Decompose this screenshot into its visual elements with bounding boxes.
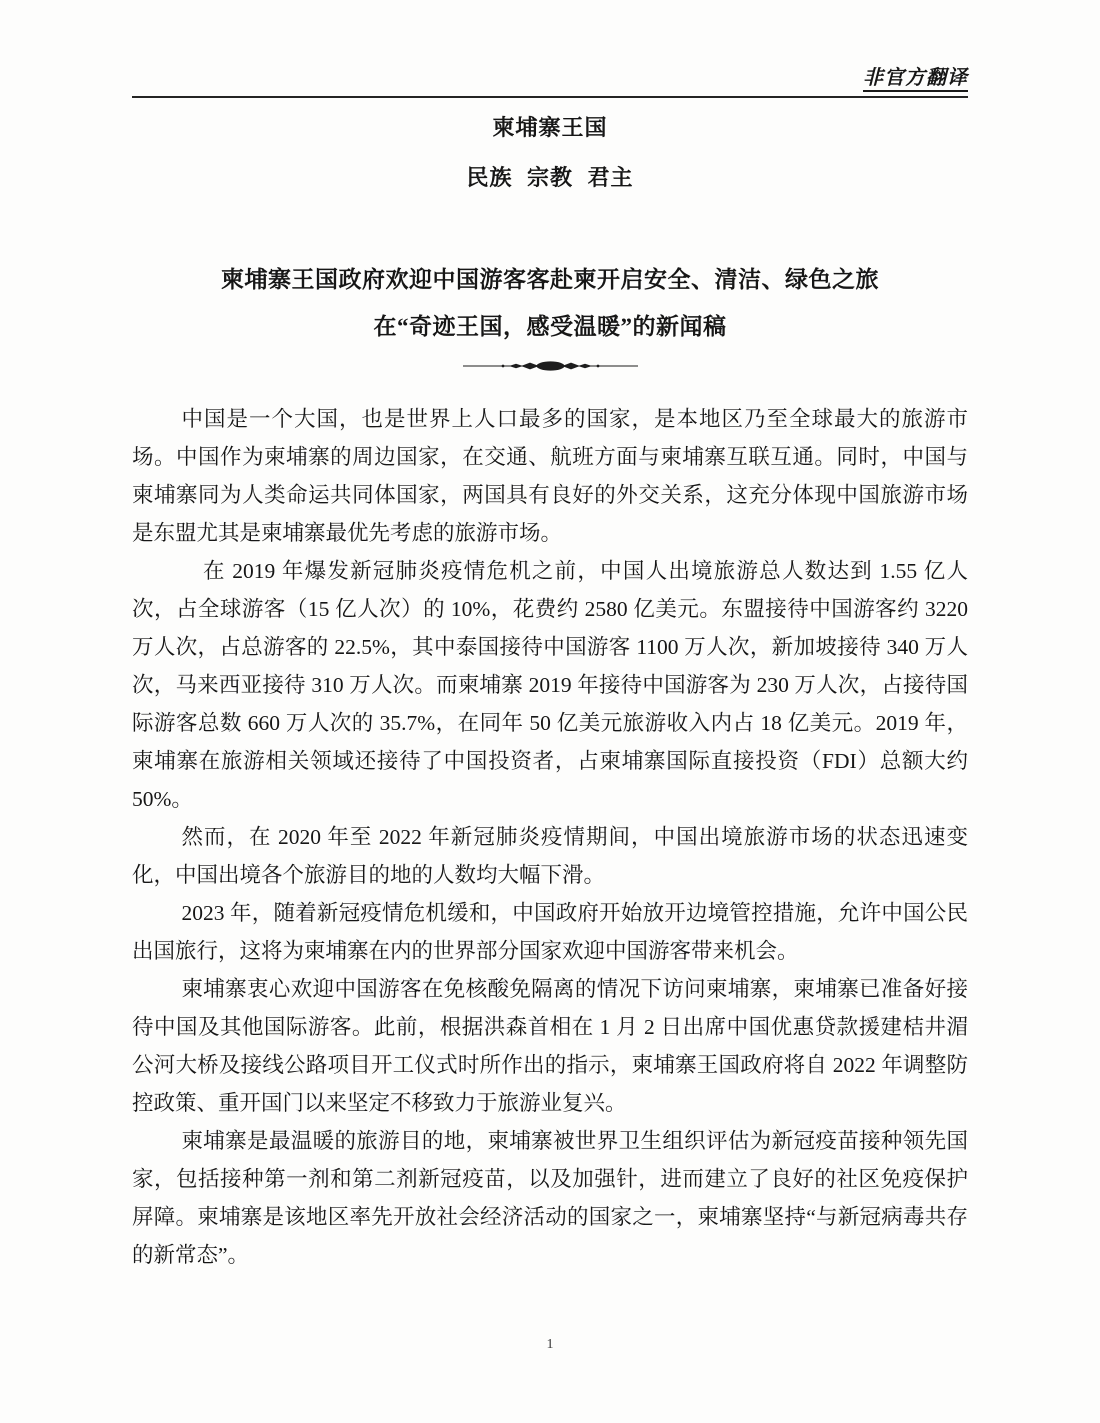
header-rule xyxy=(132,96,968,98)
paragraph-3: 然而，在 2020 年至 2022 年新冠肺炎疫情期间，中国出境旅游市场的状态迅速变化，中国出境各个旅游目的地的人数均大幅下滑。 xyxy=(132,825,968,887)
paragraph-6: 柬埔寨是最温暖的旅游目的地，柬埔寨被世界卫生组织评估为新冠疫苗接种领先国家，包括接种第一剂和第二剂新冠疫苗，以及加强针，进而建立了良好的社区免疫保护屏障。柬埔寨是该地区率先开放社会经济活动的国家之一，柬埔寨坚持“与新冠病毒共存的新常态”。 xyxy=(132,1129,968,1267)
translation-note xyxy=(132,66,968,92)
paragraph-1: 中国是一个大国，也是世界上人口最多的国家，是本地区乃至全球最大的旅游市场。中国作为柬埔寨的周边国家，在交通、航班方面与柬埔寨互联互通。同时，中国与柬埔寨同为人类命运共同体国家，两国具有良好的外交关系，这充分体现中国旅游市场是东盟尤其是柬埔寨最优先考虑的旅游市场。 xyxy=(132,407,968,545)
national-motto: 民族 宗教 君主 xyxy=(466,165,634,190)
translation-note-text: 非官方翻译 xyxy=(863,67,968,92)
ornament-divider-icon xyxy=(132,359,968,373)
page-number: 1 xyxy=(546,1337,554,1352)
document-body xyxy=(132,400,968,1274)
document-title-line1: 柬埔寨王国政府欢迎中国游客客赴柬开启安全、清洁、绿色之旅 xyxy=(221,267,879,292)
document-title-line2: 在“奇迹王国，感受温暖”的新闻稿 xyxy=(373,314,727,339)
paragraph-5: 柬埔寨衷心欢迎中国游客在免核酸免隔离的情况下访问柬埔寨，柬埔寨已准备好接待中国及其他国际游客。此前，根据洪森首相在 1 月 2 日出席中国优惠贷款援建桔井湄公河大桥及接线公路项目开工仪式时所作出的指示，柬埔寨王国政府将自 2022 年调整防控政策、重开国门以来坚定不移致力于旅游业复兴。 xyxy=(132,977,968,1115)
paragraph-4: 2023 年，随着新冠疫情危机缓和，中国政府开始放开边境管控措施，允许中国公民出国旅行，这将为柬埔寨在内的世界部分国家欢迎中国游客带来机会。 xyxy=(132,901,968,963)
kingdom-title: 柬埔寨王国 xyxy=(492,115,608,140)
paragraph-2: 在 2019 年爆发新冠肺炎疫情危机之前，中国人出境旅游总人数达到 1.55 亿人次，占全球游客（15 亿人次）的 10%，花费约 2580 亿美元。东盟接待中国游客约 3220 万人次，占总游客的 22.5%，其中泰国接待中国游客 1100 万人次，新加坡接待 340 万人次，马来西亚接待 310 万人次。而柬埔寨 2019 年接待中国游客为 230 万人次，占接待国际游客总数 660 万人次的 35.7%，在同年 50 亿美元旅游收入内占 18 亿美元。2019 年，柬埔寨在旅游相关领域还接待了中国投资者，占柬埔寨国际直接投资（FDI）总额大约 50%。 xyxy=(132,559,968,811)
document-title xyxy=(132,256,968,350)
